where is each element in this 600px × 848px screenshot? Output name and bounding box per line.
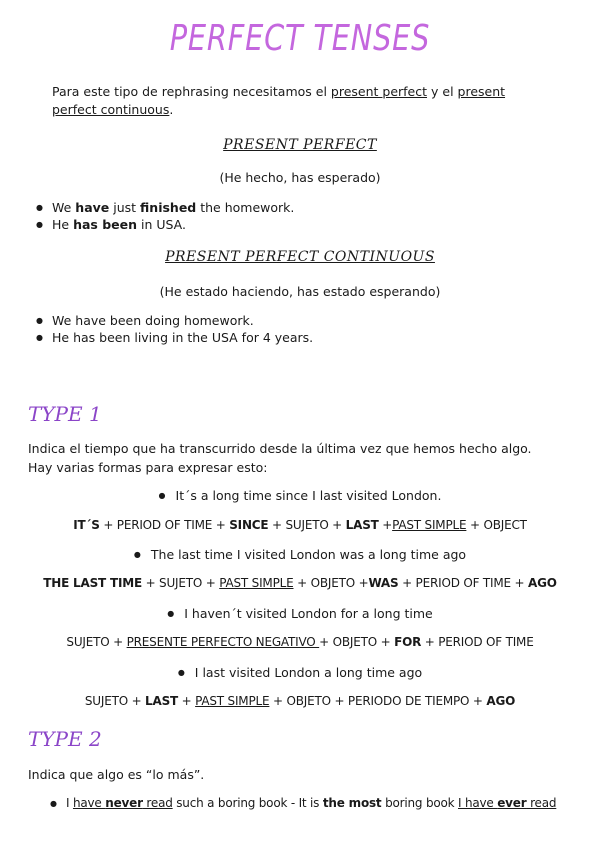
- present-perfect-continuous-examples: [34, 312, 313, 346]
- type1-example-3: ● I haven´t visited London for a long time: [167, 606, 433, 621]
- present-perfect-heading: PRESENT PERFECT: [223, 137, 377, 153]
- type1-formula-4: SUJETO + LAST + PAST SIMPLE + OBJETO + PERIODO DE TIEMPO + AGO: [84, 694, 516, 708]
- page-title: PERFECT TENSES: [169, 18, 431, 59]
- type2-description: Indica que algo es “lo más”.: [28, 767, 205, 782]
- intro-text: .: [169, 102, 174, 117]
- present-perfect-continuous-subtitle: (He estado haciendo, has estado esperando): [159, 284, 441, 299]
- intro-text: y el: [427, 84, 458, 99]
- type2-examples: [48, 795, 556, 812]
- type1-formula-1: IT´S + PERIOD OF TIME + SINCE + SUJETO + LAST +PAST SIMPLE + OBJECT: [73, 518, 527, 532]
- type1-formula-3: SUJETO + PRESENTE PERFECTO NEGATIVO + OBJETO + FOR + PERIOD OF TIME: [66, 635, 534, 649]
- intro-text: Para este tipo de rephrasing necesitamos el: [52, 84, 331, 99]
- present-perfect-continuous-heading: PRESENT PERFECT CONTINUOUS: [165, 249, 435, 265]
- list-item: ● We have just finished the homework.: [52, 199, 294, 216]
- present-perfect-continuous-link: present perfect continuous: [52, 84, 506, 117]
- present-perfect-examples: [34, 199, 294, 233]
- list-item: ● He has been living in the USA for 4 years.: [52, 329, 313, 346]
- type1-description: Indica el tiempo que ha transcurrido desde la última vez que hemos hecho algo. Hay varias formas para expresar esto:: [28, 441, 532, 475]
- type1-example-2: ● The last time I visited London was a long time ago: [133, 547, 467, 562]
- type1-example-1: ● It´s a long time since I last visited London.: [158, 488, 442, 503]
- intro-paragraph: [52, 83, 552, 119]
- type1-formula-2: THE LAST TIME + SUJETO + PAST SIMPLE + OBJETO +WAS + PERIOD OF TIME + AGO: [43, 576, 557, 590]
- type2-heading: TYPE 2: [28, 727, 102, 751]
- list-item: ● I have never read such a boring book - It is the most boring book I have ever read: [66, 795, 556, 812]
- present-perfect-subtitle: (He hecho, has esperado): [219, 170, 381, 185]
- type1-example-4: ● I last visited London a long time ago: [177, 665, 423, 680]
- present-perfect-link: present perfect: [330, 84, 428, 99]
- list-item: ● He has been in USA.: [52, 216, 294, 233]
- list-item: ● We have been doing homework.: [52, 312, 313, 329]
- type1-heading: TYPE 1: [28, 402, 102, 426]
